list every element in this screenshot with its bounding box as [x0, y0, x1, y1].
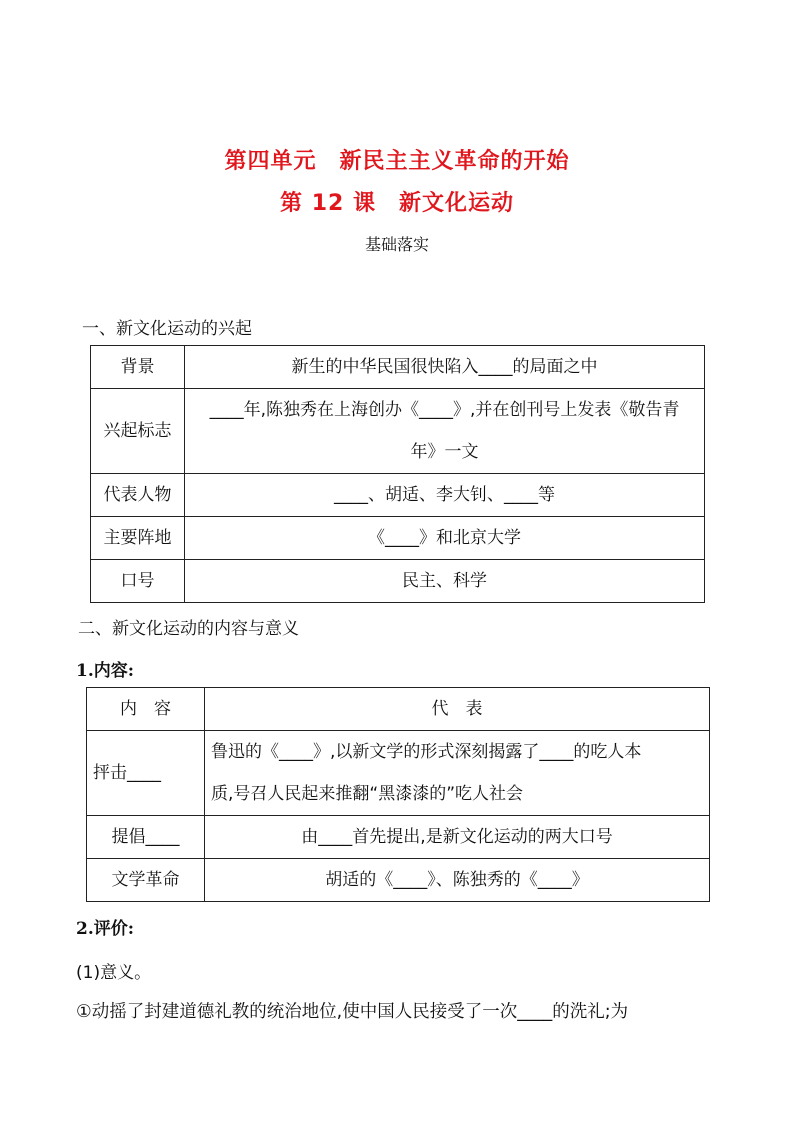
- header-cell: 内 容: [87, 688, 205, 731]
- row-content: 由____首先提出,是新文化运动的两大口号: [205, 816, 710, 859]
- row-content: [185, 389, 705, 474]
- row-content: 《____》和北京大学: [185, 517, 705, 560]
- row-content-line1: ____年,陈独秀在上海创办《____》,并在创刊号上发表《敬告青: [209, 400, 680, 420]
- row-label: 主要阵地: [91, 517, 185, 560]
- table-row: [91, 389, 705, 474]
- evaluation-heading: 2.评价:: [76, 919, 135, 939]
- content-heading: 1.内容:: [76, 661, 135, 681]
- section2-heading: 二、新文化运动的内容与意义: [78, 619, 299, 639]
- table-row: [91, 474, 705, 517]
- row-label: 兴起标志: [91, 389, 185, 474]
- row-label: 提倡____: [87, 816, 205, 859]
- header-cell: 代 表: [205, 688, 710, 731]
- point-1: ①动摇了封建道德礼教的统治地位,使中国人民接受了一次____的洗礼;为: [76, 1002, 629, 1022]
- table-row: [91, 346, 705, 389]
- table-row: [91, 560, 705, 603]
- table-row: [87, 859, 710, 902]
- subtitle: 基础落实: [364, 235, 429, 254]
- row-content: [205, 731, 710, 816]
- row-label: 抨击____: [87, 731, 205, 816]
- row-content-line1: 鲁迅的《____》,以新文学的形式深刻揭露了____的吃人本: [211, 742, 642, 762]
- rise-table: [90, 345, 705, 603]
- lesson-title: 第 12 课 新文化运动: [280, 191, 514, 216]
- meaning-label: (1)意义。: [76, 963, 152, 983]
- section1-heading: 一、新文化运动的兴起: [82, 319, 252, 339]
- row-content: 民主、科学: [185, 560, 705, 603]
- unit-title: 第四单元 新民主主义革命的开始: [224, 149, 570, 174]
- table-row: [87, 816, 710, 859]
- row-label: 背景: [91, 346, 185, 389]
- table-header-row: [87, 688, 710, 731]
- table-row: [91, 517, 705, 560]
- row-content-line2: 质,号召人民起来推翻“黑漆漆的”吃人社会: [211, 784, 524, 804]
- content-table: [86, 687, 710, 902]
- table-row: [87, 731, 710, 816]
- row-content: 胡适的《____》、陈独秀的《____》: [205, 859, 710, 902]
- row-content: 新生的中华民国很快陷入____的局面之中: [185, 346, 705, 389]
- row-content: ____、胡适、李大钊、____等: [185, 474, 705, 517]
- row-label: 文学革命: [87, 859, 205, 902]
- row-label: 口号: [91, 560, 185, 603]
- row-label: 代表人物: [91, 474, 185, 517]
- row-content-line2: 年》一文: [410, 442, 479, 462]
